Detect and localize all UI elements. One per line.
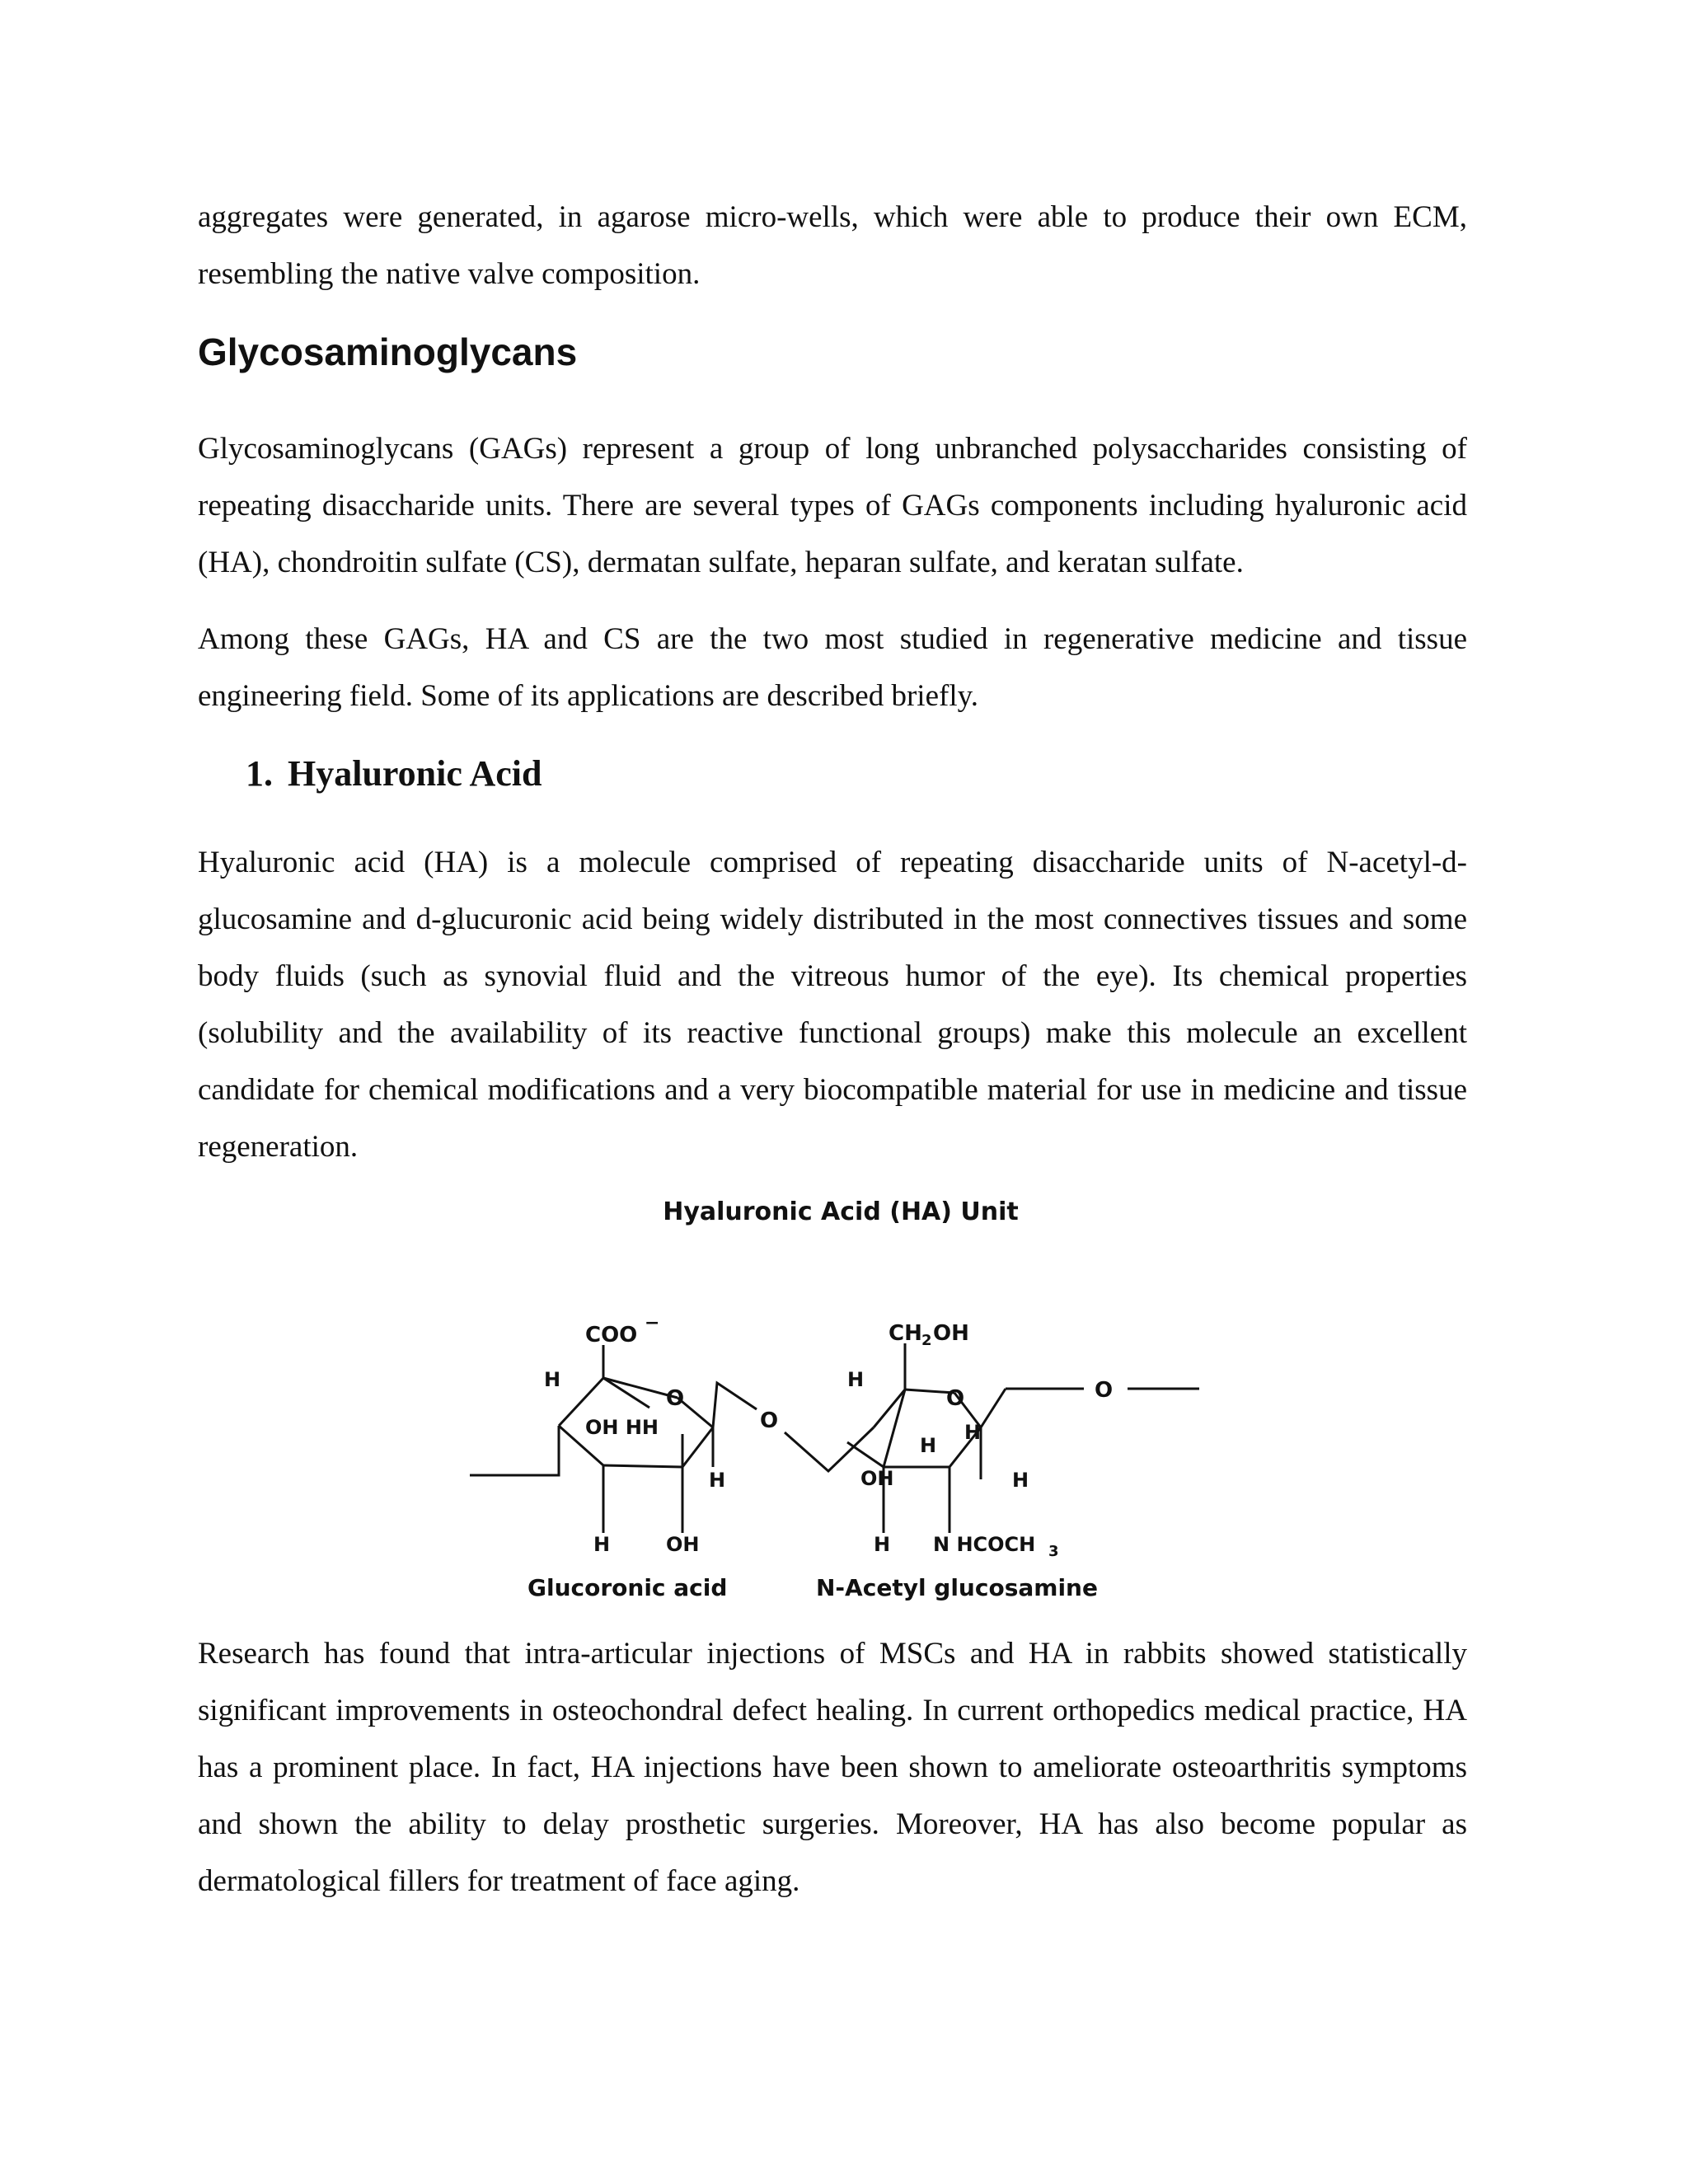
atom-labels <box>544 1313 1113 1560</box>
paragraph-gags-applications: Among these GAGs, HA and CS are the two most studied in regenerative medicine and tissue engineering field. Some of its applications are described briefly. <box>198 622 1467 713</box>
paragraph-hyaluronic-acid: Hyaluronic acid (HA) is a molecule comprised of repeating disaccharide units of N-acetyl-d-glucosamine and d-glucuronic acid being widely distributed in the most connectives tissues and some body fluids (such as synovial fluid and the vitreous humor of the eye). Its chemical properties (solubility and the availability of its reactive functional groups) make this molecule an excellent candidate for chemical modifications and a very biocompatible material for use in medicine and tissue regeneration. <box>198 846 1467 1164</box>
subsection-heading-hyaluronic-acid <box>246 752 542 794</box>
atom-h-bottom-right: H <box>874 1533 891 1556</box>
atom-h-left-top: H <box>544 1368 561 1391</box>
atom-o-exit: O <box>1095 1378 1114 1403</box>
atom-ch2oh-sub: 2 <box>921 1332 932 1349</box>
atom-h-right-top: H <box>847 1368 865 1391</box>
atom-h-c1-left: H <box>709 1469 726 1492</box>
atom-ch2oh-a: CH <box>889 1321 922 1346</box>
bond-c1-c2-left <box>682 1427 713 1467</box>
atom-oh-hh-left: OH HH <box>585 1416 659 1439</box>
subsection-number: 1. <box>246 753 273 794</box>
atom-o-ring-right: O <box>946 1386 965 1411</box>
atom-o-ring-left: O <box>666 1386 685 1411</box>
ring-bonds <box>470 1343 1199 1533</box>
caption-glucoronic-acid: Glucoronic acid <box>528 1574 728 1601</box>
caption-n-acetyl-glucosamine: N-Acetyl glucosamine <box>816 1574 1098 1601</box>
atom-ch2oh-b: OH <box>933 1321 969 1346</box>
atom-oh-right: OH <box>860 1467 894 1490</box>
ha-structure-figure <box>462 1187 1236 1615</box>
atom-oh-bottom-left: OH <box>666 1533 700 1556</box>
bond-c2-c3-left <box>603 1465 682 1467</box>
atom-coo-charge: − <box>645 1313 660 1333</box>
atom-h-upper-right: H <box>964 1421 982 1444</box>
bond-glycosidic-b <box>785 1427 874 1471</box>
figure-title: Hyaluronic Acid (HA) Unit <box>663 1197 1019 1226</box>
section-heading-glycosaminoglycans: Glycosaminoglycans <box>198 330 578 373</box>
atom-o-glycosidic: O <box>760 1408 779 1433</box>
atom-h-c1-right: H <box>1012 1469 1029 1492</box>
paragraph-gags-definition: Glycosaminoglycans (GAGs) represent a group of long unbranched polysaccharides consisting of repeating disaccharide units. There are several types of GAGs components including hyaluronic acid (HA), chondroitin sulfate (CS), dermatan sulfate, heparan sulfate, and keratan sulfate. <box>198 432 1467 579</box>
paragraph-intro: aggregates were generated, in agarose micro-wells, which were able to produce their own ECM, resembling the native valve composition. <box>198 200 1467 291</box>
subsection-title: Hyaluronic Acid <box>288 753 542 794</box>
atom-coo: COO <box>585 1323 638 1347</box>
bond-out-right-a <box>981 1389 1006 1427</box>
ha-structure-diagram <box>462 1187 1236 1615</box>
left-chain-bond <box>470 1426 559 1475</box>
bond-c3-c4-right <box>847 1442 884 1467</box>
paragraph-research-findings: Research has found that intra-articular injections of MSCs and HA in rabbits showed statistically significant improvements in osteochondral defect healing. In current orthopedics medical practice, HA has a prominent place. In fact, HA injections have been shown to ameliorate osteoarthritis symptoms and shown the ability to delay prosthetic surgeries. Moreover, HA has also become popular as dermatological fillers for treatment of face aging. <box>198 1637 1467 1898</box>
atom-h-bottom-left: H <box>593 1533 611 1556</box>
atom-nhcoch-sub: 3 <box>1048 1543 1059 1560</box>
atom-nhcoch: N HCOCH <box>933 1533 1036 1556</box>
atom-h-inner-right: H <box>920 1434 937 1457</box>
bond-glycosidic-a <box>713 1383 757 1427</box>
bond-inner-left <box>603 1378 649 1408</box>
